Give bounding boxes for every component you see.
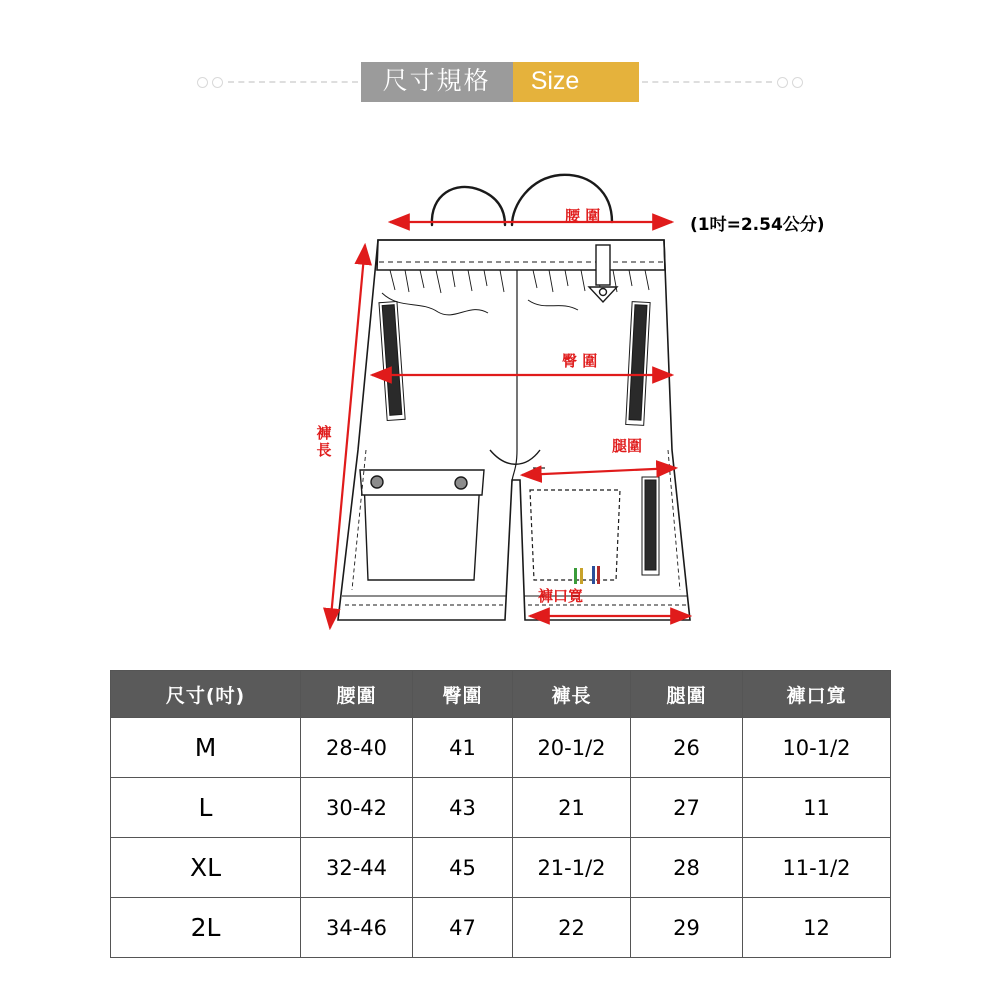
table-row — [111, 898, 891, 958]
cell-length: 20-1/2 — [513, 718, 631, 778]
label-length: 褲長 — [316, 424, 332, 459]
decor-dashed-line — [642, 81, 772, 83]
table-row — [111, 718, 891, 778]
shorts-technical-drawing — [0, 150, 1000, 650]
cell-thigh: 28 — [631, 838, 743, 898]
col-header-thigh: 腿圍 — [631, 671, 743, 718]
size-chart-table — [110, 670, 891, 958]
decor-dot — [777, 77, 788, 88]
col-header-opening: 褲口寬 — [743, 671, 891, 718]
label-waist: 腰 圍 — [565, 207, 601, 225]
cell-hip: 45 — [413, 838, 513, 898]
table-body — [111, 718, 891, 958]
section-title-en: Size — [513, 62, 640, 102]
cell-size: XL — [111, 838, 301, 898]
label-hip: 臀 圍 — [562, 352, 598, 370]
cell-hip: 41 — [413, 718, 513, 778]
shorts-measurement-diagram — [0, 150, 1000, 650]
cell-thigh: 27 — [631, 778, 743, 838]
label-opening: 褲口寬 — [538, 587, 584, 605]
section-title-cn: 尺寸規格 — [361, 62, 513, 102]
decor-dots-left — [195, 62, 361, 102]
cell-size: M — [111, 718, 301, 778]
table-row — [111, 778, 891, 838]
decor-dot — [197, 77, 208, 88]
cell-length: 22 — [513, 898, 631, 958]
table-row — [111, 838, 891, 898]
section-header — [0, 62, 1000, 102]
col-header-hip: 臀圍 — [413, 671, 513, 718]
zipper-lower-right — [642, 477, 659, 575]
table-header — [111, 671, 891, 718]
cell-waist: 28-40 — [301, 718, 413, 778]
decor-dashed-line — [228, 81, 358, 83]
cell-opening: 12 — [743, 898, 891, 958]
cell-length: 21 — [513, 778, 631, 838]
cell-thigh: 26 — [631, 718, 743, 778]
cell-size: 2L — [111, 898, 301, 958]
table-header-row — [111, 671, 891, 718]
cell-waist: 34-46 — [301, 898, 413, 958]
col-header-waist: 腰圍 — [301, 671, 413, 718]
cell-opening: 11-1/2 — [743, 838, 891, 898]
cell-hip: 47 — [413, 898, 513, 958]
unit-note: (1吋=2.54公分) — [690, 215, 825, 235]
cell-opening: 10-1/2 — [743, 718, 891, 778]
cell-length: 21-1/2 — [513, 838, 631, 898]
cell-waist: 32-44 — [301, 838, 413, 898]
cell-waist: 30-42 — [301, 778, 413, 838]
cell-thigh: 29 — [631, 898, 743, 958]
cargo-pocket-left — [360, 470, 484, 580]
col-header-length: 褲長 — [513, 671, 631, 718]
decor-dots-right — [639, 62, 805, 102]
cell-opening: 11 — [743, 778, 891, 838]
decor-dot — [212, 77, 223, 88]
cell-size: L — [111, 778, 301, 838]
decor-dot — [792, 77, 803, 88]
cell-hip: 43 — [413, 778, 513, 838]
col-header-size: 尺寸(吋) — [111, 671, 301, 718]
label-thigh: 腿圍 — [612, 437, 643, 455]
